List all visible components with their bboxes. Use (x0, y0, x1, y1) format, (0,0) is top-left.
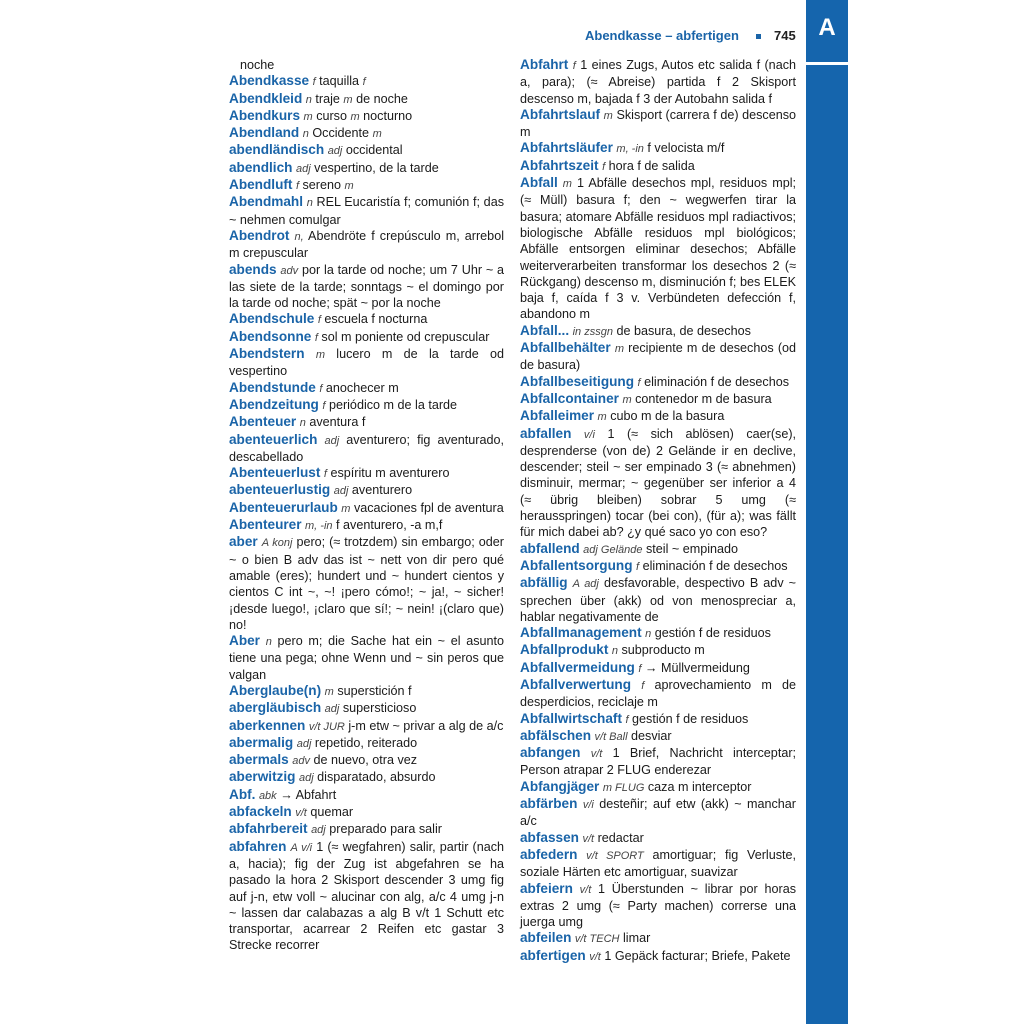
dictionary-entry (229, 125, 504, 142)
translation: eliminación f de desechos (644, 374, 790, 389)
translation: espíritu m aventurero (330, 466, 450, 481)
dictionary-entry (229, 534, 504, 633)
continuation-text: noche (240, 58, 275, 72)
grammar-label: n (306, 197, 313, 210)
dictionary-entry (520, 660, 796, 677)
grammar-label: adj (327, 145, 343, 158)
dictionary-entry (520, 830, 796, 847)
headword: Abendschule (229, 311, 315, 327)
grammar-label: f (322, 399, 326, 412)
translation: periódico m de la tarde (328, 397, 458, 412)
grammar-label: m (597, 411, 607, 424)
headword: Abenteuer (229, 414, 297, 430)
translation: sereno (302, 178, 342, 193)
dictionary-entry (520, 391, 796, 408)
headword: abfassen (520, 829, 579, 845)
headword: Abfangjäger (520, 778, 600, 794)
dictionary-entry (229, 177, 504, 194)
headword: Abfalleimer (520, 408, 595, 424)
grammar-label: f (638, 662, 642, 675)
headword: Abendstern (229, 346, 305, 362)
translation: aventurero; fig aventurado, descabellado (229, 432, 505, 464)
grammar-label: v/t JUR (308, 720, 345, 733)
grammar-label: m (603, 109, 613, 122)
headword: abfälschen (520, 727, 592, 743)
translation: 1 (≈ sich ablösen) caer(se), desprenderse (von de) 2 Gelände ir en declive, descender; steil ~ ser empinado 3 (≈ abnehmen) disminuir, mermar; ~ gegenüber ser inferior a 4 (≈ übrig bleiben) sobrar 5 umg (≈ herausspringen) tocar (bei con), (für a); was fällt für mich dabei ab? ¿y qué saco yo con eso? (520, 426, 797, 540)
running-title: Abendkasse – abfertigen (585, 28, 739, 43)
translation: gestión f de residuos (632, 711, 749, 726)
headword: aberwitzig (229, 769, 296, 785)
translation: → Abfahrt (280, 787, 337, 802)
dictionary-entry (229, 397, 504, 414)
grammar-label: v/t (295, 807, 307, 820)
grammar-label: f (637, 376, 641, 389)
translation: f aventurero, -a m,f (336, 518, 443, 533)
grammar-label: adj (324, 703, 340, 716)
grammar-label: v/t SPORT (586, 849, 644, 862)
grammar-label: v/t TECH (574, 933, 620, 946)
dictionary-entry (229, 804, 504, 821)
translation: pero m; die Sache hat ein ~ el asunto tiene una pega; ohne Wenn und ~ sin peros que valgan (229, 634, 505, 682)
translation: de basura, de desechos (616, 323, 751, 338)
translation: contenedor m de basura (635, 391, 772, 406)
thumb-index-tab (806, 0, 848, 1024)
dictionary-entry (520, 575, 796, 625)
headword: Abfallwirtschaft (520, 710, 622, 726)
translation: Occidente (312, 126, 370, 141)
grammar-label: m (341, 502, 351, 515)
translation-rest: de noche (356, 91, 408, 106)
headword: Abfallentsorgung (520, 557, 633, 573)
headword: abfärben (520, 796, 578, 812)
grammar-label: m (303, 110, 313, 123)
dictionary-entry (229, 839, 504, 954)
grammar-label: abk (258, 789, 277, 802)
headword: Abendmahl (229, 194, 304, 210)
dictionary-entry (229, 465, 504, 482)
dictionary-entry (229, 346, 504, 380)
headword: Abendkleid (229, 90, 303, 106)
dictionary-entry (229, 718, 504, 735)
headword: abfackeln (229, 804, 292, 820)
headword: Abfallcontainer (520, 390, 619, 406)
translation: quemar (310, 805, 354, 820)
dictionary-entry (229, 160, 504, 177)
headword: abfertigen (520, 947, 586, 963)
grammar-label: m (324, 685, 334, 698)
translation: aprovechamiento m de desperdicios, reciclaje m (520, 677, 797, 710)
headword: aber (229, 534, 258, 550)
headword: Abfahrt (520, 57, 569, 72)
translation: REL Eucaristía f; comunión f; das ~ nehmen comulgar (229, 195, 504, 227)
headword: abends (229, 261, 277, 277)
headword: abenteuerlich (229, 431, 318, 447)
translation: 1 eines Zugs, Autos etc salida f (nach a, para); (≈ Abreise) partida f 2 Skisport descenso m, bajada f 3 der Autobahn salida f (520, 58, 796, 106)
dictionary-entry (520, 323, 796, 340)
dictionary-entry (229, 700, 504, 717)
dictionary-entry (520, 948, 796, 965)
headword: Abendsonne (229, 328, 312, 344)
dictionary-entry (520, 374, 796, 391)
headword: Abendkasse (229, 73, 310, 89)
headword: Aberglaube(n) (229, 682, 322, 698)
translation: desteñir; auf etw (akk) ~ manchar a/c (520, 797, 796, 829)
translation: → Müllvermeidung (644, 660, 750, 675)
headword: abendländisch (229, 142, 325, 158)
grammar-label: m (614, 343, 624, 356)
grammar-label: adj (311, 824, 326, 837)
translation: gestión f de residuos (654, 626, 771, 641)
translation: anochecer m (325, 380, 399, 395)
dictionary-entry (520, 625, 796, 642)
headword: Abendstunde (229, 379, 316, 395)
grammar-label: adv (280, 264, 299, 277)
grammar-label: v/t (582, 832, 595, 845)
dictionary-entry (229, 228, 504, 262)
headword: Abfallbeseitigung (520, 373, 635, 389)
headword: Abendzeitung (229, 396, 319, 412)
translation: repetido, reiterado (314, 735, 418, 750)
headword: Abenteurer (229, 517, 302, 533)
grammar-label: in zssgn (572, 325, 613, 338)
headword: abenteuerlustig (229, 482, 331, 498)
dictionary-entry (229, 683, 504, 700)
grammar-label: f (323, 468, 327, 481)
headword: abfangen (520, 745, 581, 761)
grammar-label: adv (292, 755, 310, 768)
grammar-label: adj (333, 485, 349, 498)
gender-label: m (350, 110, 360, 123)
grammar-label: v/t Ball (594, 730, 628, 743)
headword: Aber (229, 633, 260, 649)
header-square-icon (756, 34, 761, 39)
dictionary-entry (229, 432, 504, 466)
dictionary-entry (520, 796, 796, 830)
dictionary-entry (520, 847, 796, 881)
dictionary-entry (520, 728, 796, 745)
translation: j-m etw ~ privar a alg de a/c (348, 718, 504, 733)
grammar-label: n (299, 417, 306, 430)
headword: Abfallmanagement (520, 625, 642, 641)
grammar-label: f (625, 713, 629, 726)
translation: hora f de salida (608, 158, 695, 173)
dictionary-entry (229, 500, 504, 517)
headword: Abenteuerurlaub (229, 499, 338, 515)
dictionary-entry (229, 380, 504, 397)
headword: Abfall... (520, 322, 570, 338)
grammar-label: adj (296, 737, 312, 750)
headword: aberkennen (229, 717, 306, 733)
headword: abfällig (520, 575, 568, 591)
translation: Abendröte f crepúsculo m, arrebol m crepuscular (229, 228, 504, 261)
right-column (520, 57, 796, 965)
translation: limar (623, 931, 651, 946)
grammar-label: v/i (583, 428, 595, 441)
headword: Abfallvermeidung (520, 659, 635, 675)
dictionary-entry (229, 142, 504, 159)
gender-label: m (372, 128, 382, 141)
headword: Abenteuerlust (229, 465, 321, 481)
grammar-label: f (314, 331, 318, 344)
grammar-label: n (265, 636, 272, 649)
translation: 1 Überstunden ~ librar por horas extras 2 umg (≈ Party machen) correrse una juerga umg (520, 881, 797, 930)
page-header (540, 26, 800, 48)
grammar-label: adj (295, 162, 311, 175)
dictionary-entry (520, 711, 796, 728)
translation: f velocista m/f (647, 141, 725, 156)
dictionary-entry (229, 91, 504, 108)
grammar-label: v/i (582, 799, 594, 812)
grammar-label: m FLUG (602, 781, 645, 794)
grammar-label: m (315, 349, 325, 362)
dictionary-entry (520, 558, 796, 575)
grammar-label: adj Gelände (583, 543, 643, 556)
grammar-label: n, (294, 230, 304, 243)
translation: supersticioso (342, 701, 417, 716)
grammar-label: f (319, 382, 323, 395)
translation: sol m poniente od crepuscular (321, 329, 490, 344)
headword: abermalig (229, 734, 294, 750)
translation: curso (316, 108, 347, 123)
headword: Abendrot (229, 227, 290, 243)
dictionary-entry (229, 329, 504, 346)
headword: Abfall (520, 175, 558, 191)
headword: Abfahrtslauf (520, 106, 601, 122)
dictionary-entry (229, 194, 504, 228)
translation: disparatado, absurdo (317, 770, 436, 785)
dictionary-entry (520, 541, 796, 558)
dictionary-entry (229, 752, 504, 769)
dictionary-entry (229, 482, 504, 499)
translation: subproducto m (621, 643, 705, 658)
dictionary-entry (229, 311, 504, 328)
dictionary-entry (229, 414, 504, 431)
translation: taquilla (319, 74, 360, 89)
headword: abfallend (520, 540, 580, 556)
translation: desfavorable, despectivo B adv ~ sprechen über (akk) od von menospreciar a, hablar negativamente de (520, 576, 797, 624)
dictionary-entry (229, 633, 504, 683)
translation: escuela f nocturna (324, 312, 428, 327)
grammar-label: f (636, 560, 640, 573)
translation: Skisport (carrera f de) descenso m (520, 107, 797, 140)
grammar-label: n (302, 128, 309, 141)
dictionary-entry (520, 340, 796, 374)
dictionary-entry (520, 779, 796, 796)
grammar-label: f (602, 160, 606, 173)
headword: Abendluft (229, 177, 293, 193)
translation: vacaciones fpl de aventura (353, 500, 504, 515)
translation: lucero m de la tarde od vespertino (229, 347, 505, 379)
dictionary-entry (520, 930, 796, 947)
grammar-label: v/t (590, 748, 603, 761)
headword: abfallen (520, 425, 572, 441)
grammar-label: adj (324, 434, 340, 447)
dictionary-entry (229, 735, 504, 752)
translation: traje (315, 91, 340, 106)
grammar-label: m, -in (305, 520, 333, 533)
translation: pero; (≈ trotzdem) sin embargo; oder ~ o bien B adv das ist ~ nett von dir pero qué amable (eres); hundert und ~ hundert cientos y cientos C int ~, ~! ¡pero cómo!; ~ ja!, ~ sicher! ¡desde luego!, ¡claro que sí!; ~ nein! ¡(claro que) no! (229, 535, 505, 632)
headword: abfeilen (520, 930, 572, 946)
grammar-label: f (295, 180, 299, 193)
dictionary-entry (229, 769, 504, 786)
grammar-label: v/t (589, 950, 601, 963)
dictionary-entry (520, 175, 796, 323)
translation: 1 (≈ wegfahren) salir, partir (nach a, hacia); fig der Zug ist abgefahren se ha pasado la hora 2 Skisport descender 3 umg fig auf j-n, etw voll ~ alucinar con alg, a/c 4 umg j-n ~ lassen dar calabazas a alg B v/t 1 Schutt etc transportar, acarrear 2 Reifen etc gastar 3 Strecke recorrer (229, 839, 504, 953)
translation-rest: nocturno (363, 108, 413, 123)
page-number: 745 (774, 28, 796, 43)
grammar-label: adj (298, 772, 314, 785)
grammar-label: v/t (579, 883, 592, 896)
translation: vespertino, de la tarde (314, 160, 439, 175)
dictionary-entry (229, 262, 504, 312)
grammar-label: f (572, 60, 576, 72)
headword: Abfallprodukt (520, 642, 609, 658)
translation: 1 Abfälle desechos mpl, residuos mpl; (≈ Müll) basura f; den ~ wegwerfen tirar la basura; atomare Abfälle residuos mpl radiactivos; biologische Abfälle residuos mpl biológicos; Abfälle entsorgen eliminar desechos; Abfälle weiterverarbeiten transformar los desechos 2 (≈ Rückgang) descenso m, disminución f; bes ELEK baja f, caída f 3 v. Verbündeten defección f, abandono m (520, 176, 797, 322)
grammar-label: n (305, 93, 312, 106)
thumb-index-head (806, 0, 848, 65)
headword: Abfallverwertung (520, 676, 632, 692)
translation: amortiguar; fig Verluste, soziale Härten etc amortiguar, suavizar (520, 847, 797, 880)
dictionary-entry (520, 140, 796, 157)
translation: superstición f (337, 683, 412, 698)
grammar-label: f (317, 314, 321, 327)
dictionary-entry (520, 57, 796, 107)
dictionary-entry (229, 73, 504, 90)
grammar-label: m (622, 393, 632, 406)
translation: redactar (597, 830, 644, 845)
gender-label: m (344, 180, 354, 193)
translation: preparado para salir (329, 822, 442, 837)
headword: abfeiern (520, 880, 573, 896)
dictionary-entry (520, 677, 796, 711)
headword: abfahrbereit (229, 821, 308, 837)
headword: Abf. (229, 786, 256, 802)
translation: steil ~ empinado (646, 541, 739, 556)
grammar-label: A adj (572, 578, 599, 591)
dictionary-entry (520, 158, 796, 175)
grammar-label: f (641, 679, 645, 692)
translation: eliminación f de desechos (642, 558, 788, 573)
headword: Abfahrtszeit (520, 157, 599, 173)
dictionary-entry (229, 787, 504, 804)
dictionary-entry (229, 821, 504, 838)
headword: Abendkurs (229, 107, 301, 123)
dictionary-entry (520, 745, 796, 779)
translation: por la tarde od noche; um 7 Uhr ~ a las siete de la tarde; sonntags ~ el domingo por la tarde od noche; spät ~ por la noche (229, 262, 505, 311)
gender-label: m (343, 93, 353, 106)
headword: abendlich (229, 159, 293, 175)
dictionary-entry (520, 408, 796, 425)
headword: Abfallbehälter (520, 340, 611, 356)
grammar-label: n (611, 645, 618, 658)
translation: desviar (631, 728, 672, 743)
translation: cubo m de la basura (610, 409, 725, 424)
grammar-label: n (645, 628, 652, 641)
grammar-label: A konj (261, 537, 293, 550)
translation: 1 Brief, Nachricht interceptar; Person atrapar 2 FLUG enderezar (520, 746, 797, 778)
headword: abermals (229, 752, 289, 768)
grammar-label: A v/i (290, 841, 313, 854)
headword: Abfahrtsläufer (520, 140, 613, 156)
headword: abergläubisch (229, 700, 322, 716)
left-column (229, 57, 504, 954)
translation: de nuevo, otra vez (313, 753, 418, 768)
headword: abfedern (520, 846, 578, 862)
dictionary-entry (229, 517, 504, 534)
dictionary-entry (520, 881, 796, 931)
headword: abfahren (229, 838, 287, 854)
section-letter: A (818, 14, 836, 41)
translation: 1 Gepäck facturar; Briefe, Pakete (604, 948, 791, 963)
translation: aventurero (351, 483, 413, 498)
gender-label: f (362, 76, 366, 89)
translation: occidental (345, 143, 403, 158)
translation: caza m interceptor (647, 779, 752, 794)
translation: recipiente m de desechos (od de basura) (520, 341, 797, 373)
dictionary-entry (520, 426, 796, 541)
dictionary-entry (520, 642, 796, 659)
grammar-label: m, -in (616, 143, 644, 156)
grammar-label: f (312, 76, 316, 89)
translation: aventura f (309, 415, 366, 430)
headword: Abendland (229, 125, 300, 141)
grammar-label: m (562, 178, 572, 191)
dictionary-entry (229, 108, 504, 125)
dictionary-entry (520, 107, 796, 141)
